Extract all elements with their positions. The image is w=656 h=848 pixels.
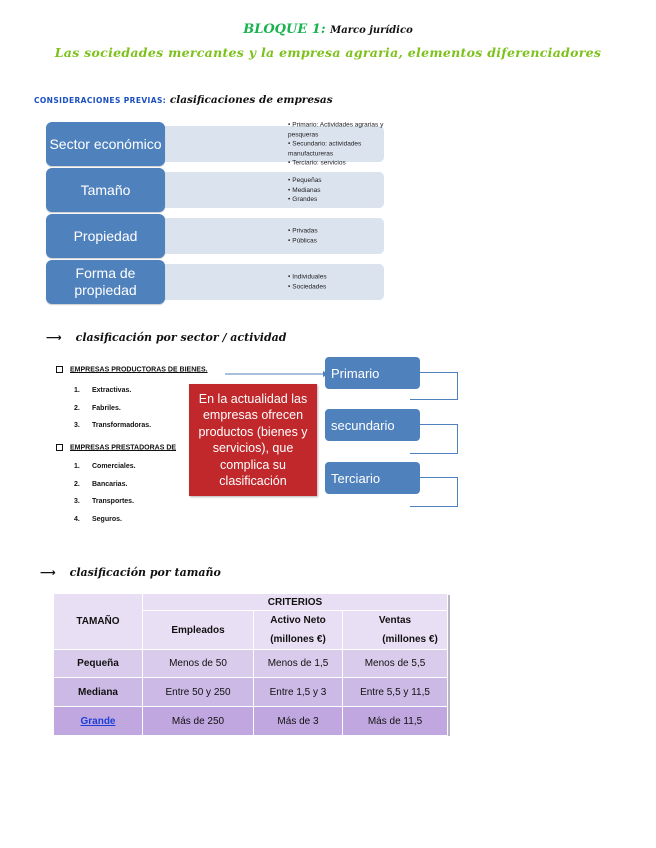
classification-row-sector bbox=[46, 122, 386, 166]
list-item: 4. Seguros. bbox=[74, 515, 122, 523]
bienes-heading: EMPRESAS PRODUCTORAS DE BIENES. bbox=[56, 366, 208, 373]
table-corner-header: TAMAÑO bbox=[54, 594, 143, 650]
classification-title: Sector económico bbox=[46, 122, 165, 166]
table-criterios-header: CRITERIOS bbox=[143, 594, 448, 611]
table-cell: Menos de 50 bbox=[143, 650, 254, 678]
table-col-header: Ventas (millones €) bbox=[343, 611, 448, 650]
classification-panel bbox=[158, 172, 384, 208]
list-item: 1. Comerciales. bbox=[74, 463, 136, 470]
table-row bbox=[54, 678, 448, 707]
classification-item: • Privadas bbox=[288, 227, 318, 237]
page-subtitle: Las sociedades mercantes y la empresa agraria, elementos diferenciadores bbox=[54, 45, 602, 60]
connector-arrow bbox=[225, 368, 330, 380]
list-item: 3. Transformadoras. bbox=[74, 422, 152, 429]
marco-label: Marco jurídico bbox=[330, 25, 413, 36]
classification-item: • Pequeñas bbox=[288, 176, 322, 186]
table-col-header: Empleados bbox=[143, 611, 254, 650]
classification-row-forma bbox=[46, 260, 386, 304]
checkbox-icon bbox=[56, 444, 63, 451]
servicios-list bbox=[74, 458, 136, 528]
classification-item: • Medianas bbox=[288, 185, 322, 195]
row-label: Mediana bbox=[54, 678, 143, 707]
table-row bbox=[54, 707, 448, 736]
note-callout: En la actualidad las empresas ofrecen productos (bienes y servicios), que complica su clasificación bbox=[189, 384, 317, 496]
classification-row-propiedad bbox=[46, 214, 386, 258]
classification-item: • Terciario: servicios bbox=[288, 158, 384, 168]
servicios-heading: EMPRESAS PRESTADORAS DE bbox=[56, 444, 176, 451]
classification-panel bbox=[158, 218, 384, 254]
classification-item: • Públicas bbox=[288, 236, 318, 246]
size-criteria-table bbox=[53, 593, 448, 736]
table-row bbox=[54, 650, 448, 678]
classification-item: • Secundario: actividades manufactureras bbox=[288, 139, 384, 158]
arrow-right-icon: ⟶ bbox=[46, 331, 62, 344]
tamano-heading-text: clasificación por tamaño bbox=[69, 566, 221, 579]
classification-item: • Grandes bbox=[288, 195, 322, 205]
table-cell: Más de 250 bbox=[143, 707, 254, 736]
classification-item: • Sociedades bbox=[288, 282, 327, 292]
consideraciones-text: clasificaciones de empresas bbox=[169, 94, 333, 106]
sector-heading-text: clasificación por sector / actividad bbox=[75, 331, 287, 344]
classification-panel bbox=[158, 264, 384, 300]
consideraciones-heading bbox=[34, 94, 333, 106]
classification-item: • Primario: Actividades agrarias y pesqueras bbox=[288, 120, 384, 139]
sector-box-secundario: secundario bbox=[325, 409, 420, 441]
sector-box-primario: Primario bbox=[325, 357, 420, 389]
table-col-header: Activo Neto (millones €) bbox=[254, 611, 343, 650]
table-cell: Entre 5,5 y 11,5 bbox=[343, 678, 448, 707]
consideraciones-label: CONSIDERACIONES PREVIAS: bbox=[34, 96, 167, 105]
table-cell: Menos de 1,5 bbox=[254, 650, 343, 678]
classification-panel bbox=[158, 121, 384, 167]
table-cell: Entre 1,5 y 3 bbox=[254, 678, 343, 707]
row-label bbox=[54, 707, 143, 736]
classification-item: • Individuales bbox=[288, 273, 327, 283]
page-title bbox=[0, 22, 656, 37]
classification-title: Forma de propiedad bbox=[46, 260, 165, 304]
classification-title: Tamaño bbox=[46, 168, 165, 212]
table-cell: Más de 11,5 bbox=[343, 707, 448, 736]
list-item: 2. Bancarias. bbox=[74, 480, 128, 488]
list-item: 2. Fabriles. bbox=[74, 404, 121, 412]
classification-row-tamano bbox=[46, 168, 386, 212]
table-cell: Más de 3 bbox=[254, 707, 343, 736]
bienes-list bbox=[74, 382, 151, 435]
sector-box-terciario: Terciario bbox=[325, 462, 420, 494]
checkbox-icon bbox=[56, 366, 63, 373]
arrow-right-icon: ⟶ bbox=[40, 566, 56, 579]
table-cell: Entre 50 y 250 bbox=[143, 678, 254, 707]
list-item: 3. Transportes. bbox=[74, 498, 135, 505]
list-item: 1. Extractivas. bbox=[74, 387, 132, 394]
sector-heading bbox=[46, 331, 286, 344]
bloque-label: BLOQUE 1: bbox=[243, 22, 326, 37]
tamano-heading bbox=[40, 566, 221, 579]
classification-title: Propiedad bbox=[46, 214, 165, 258]
grande-link[interactable]: Grande bbox=[80, 715, 116, 727]
row-label: Pequeña bbox=[54, 650, 143, 678]
table-cell: Menos de 5,5 bbox=[343, 650, 448, 678]
